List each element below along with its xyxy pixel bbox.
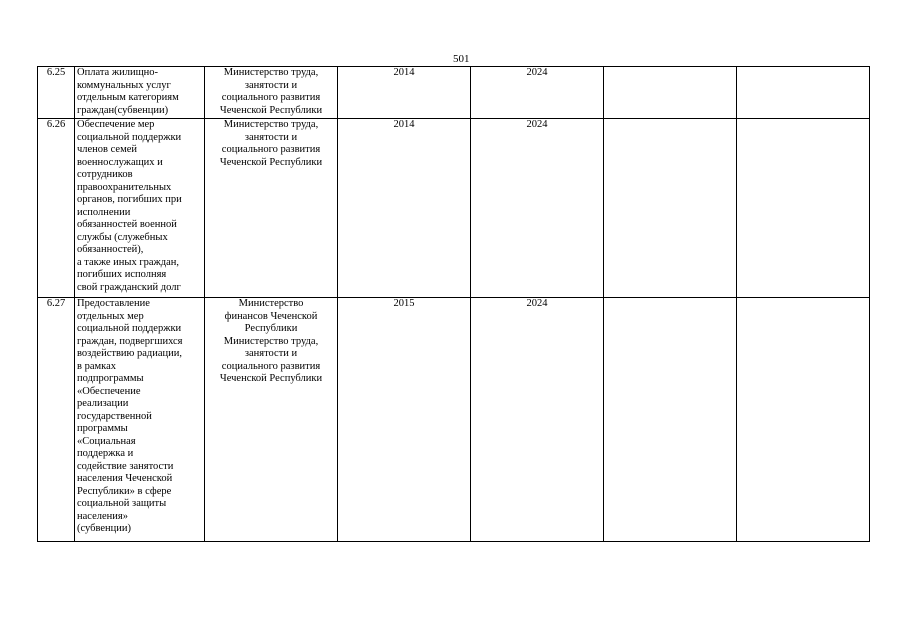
table-row xyxy=(38,298,870,542)
executor-cell: Министерство труда, занятости и социального развития Чеченской Республики xyxy=(205,119,338,298)
executor-cell: Министерство финансов Чеченской Республики Министерство труда, занятости и социального развития Чеченской Республики xyxy=(205,298,338,542)
program-activities-table xyxy=(37,66,870,542)
page-number: 501 xyxy=(453,53,470,65)
table-row xyxy=(38,119,870,298)
row-number-cell: 6.27 xyxy=(38,298,75,542)
table-row xyxy=(38,67,870,119)
empty-cell xyxy=(604,67,737,119)
activity-name-cell: Предоставление отдельных мер социальной поддержки граждан, подвергшихся воздействию радиации, в рамках подпрограммы «Обеспечение реализации государственной программы «Социальная поддержка и содействие занятости населения Чеченской Республики» в сфере социальной защиты населения» (субвенции) xyxy=(75,298,205,542)
start-year-cell: 2014 xyxy=(338,67,471,119)
activity-name-cell: Оплата жилищно- коммунальных услуг отдельным категориям граждан(субвенции) xyxy=(75,67,205,119)
row-number-cell: 6.25 xyxy=(38,67,75,119)
row-number-cell: 6.26 xyxy=(38,119,75,298)
empty-cell xyxy=(604,119,737,298)
empty-cell xyxy=(737,298,870,542)
end-year-cell: 2024 xyxy=(471,298,604,542)
start-year-cell: 2015 xyxy=(338,298,471,542)
empty-cell xyxy=(604,298,737,542)
empty-cell xyxy=(737,119,870,298)
executor-cell: Министерство труда, занятости и социального развития Чеченской Республики xyxy=(205,67,338,119)
activity-name-cell: Обеспечение мер социальной поддержки членов семей военнослужащих и сотрудников правоохранительных органов, погибших при исполнении обязанностей военной службы (служебных обязанностей), а также иных граждан, погибших исполняя свой гражданский долг xyxy=(75,119,205,298)
empty-cell xyxy=(737,67,870,119)
end-year-cell: 2024 xyxy=(471,67,604,119)
end-year-cell: 2024 xyxy=(471,119,604,298)
start-year-cell: 2014 xyxy=(338,119,471,298)
